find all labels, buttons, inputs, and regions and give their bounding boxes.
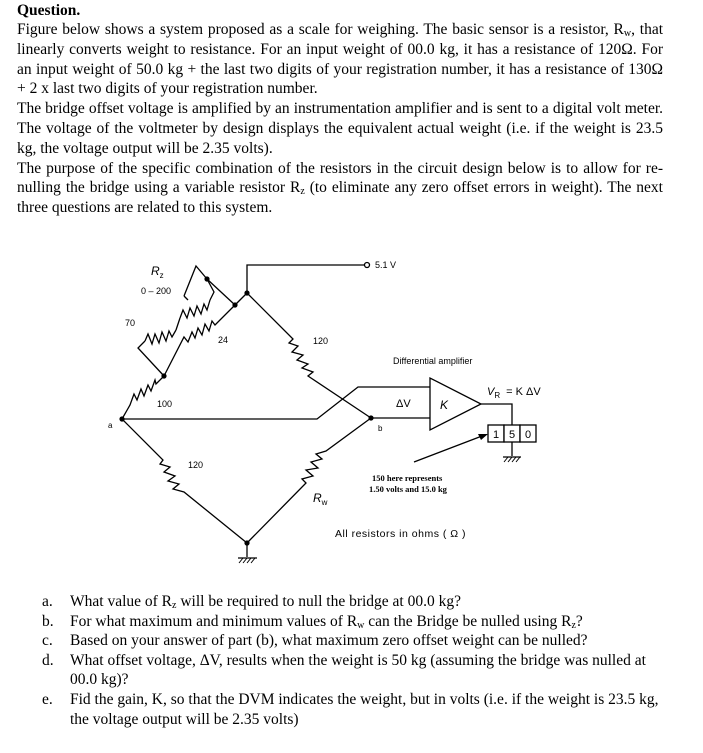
subscript: w — [623, 28, 632, 39]
resistor-120-top — [247, 293, 371, 418]
question-e — [42, 690, 672, 729]
output-wire — [481, 404, 512, 425]
question-text: can the Bridge be nulled using R — [364, 612, 572, 630]
question-c — [42, 631, 672, 651]
question-label: a. — [42, 593, 53, 610]
question-text: Fid the gain, K, so that the DVM indicates the weight, but in volts (i.e. if the weight is 23.5 kg, the voltage output will be 2.35 volts) — [70, 690, 659, 728]
supply-terminal — [365, 263, 370, 268]
wire — [207, 279, 235, 305]
question-text: What value of R — [70, 593, 173, 610]
differential-amplifier — [430, 378, 481, 430]
r24-label: 24 — [218, 335, 229, 345]
rz-label: $R_z$ — [151, 264, 164, 280]
question-text: will be required to null the bridge at 00.0 kg? — [176, 593, 461, 610]
question-d — [42, 651, 672, 690]
question-label: e. — [42, 690, 53, 708]
intro-text: , that linearly converts weight to resistance. For an input weight of 00.0 kg, it has a resistance of 120Ω. For an input weight of 50.0 kg + the last two digits of your registration number, it has a resistance of 130Ω + 2 x last two digits of your registration number. — [17, 21, 664, 98]
junction-dot — [204, 276, 209, 281]
resistor-rw — [247, 418, 371, 543]
display-note-line-2: 1.50 volts and 15.0 kg — [369, 484, 447, 494]
r70-label: 70 — [125, 318, 136, 328]
question-heading: Question. — [17, 2, 81, 19]
units-note: All resistors in ohms ( Ω ) — [335, 528, 467, 540]
question-a — [42, 592, 672, 612]
junction-dot — [244, 540, 249, 545]
subscript: z — [172, 600, 177, 611]
subscript: z — [300, 186, 305, 198]
problem-statement — [17, 20, 663, 218]
node-a-label: a — [108, 421, 113, 430]
rz-wiper-wire — [184, 266, 207, 296]
node-b-label: b — [378, 424, 383, 433]
amp-title: Differential amplifier — [393, 356, 473, 366]
intro-paragraph-1 — [17, 20, 663, 99]
display-digit: 0 — [525, 429, 532, 441]
intro-text: (to eliminate any zero offset errors in weight). The next three questions are related to this system. — [17, 179, 663, 217]
amp-gain-label: K — [440, 398, 449, 412]
subscript: w — [357, 619, 365, 631]
intro-paragraph-3 — [17, 159, 663, 218]
rz-range-label: 0 – 200 — [141, 286, 172, 296]
junction-dot — [232, 302, 237, 307]
r100-label: 100 — [157, 399, 173, 409]
r120-top-label: 120 — [313, 336, 329, 346]
display-digit: 1 — [493, 429, 500, 441]
intro-paragraph-2: The bridge offset voltage is amplified by an instrumentation amplifier and is sent to a digital volt meter. The voltage of the voltmeter by design displays the equivalent actual weight (i.e. if the weight is 23.5 kg, the voltage output will be 2.35 volts). — [17, 100, 663, 157]
note-arrow — [414, 436, 482, 462]
question-text: What offset voltage, ΔV, results when the weight is 50 kg (assuming the bridge was nulled at 00.0 kg)? — [70, 651, 646, 689]
display-note-line-1: 150 here represents — [372, 473, 443, 483]
question-b — [42, 612, 672, 632]
wire — [176, 318, 180, 330]
bridge-circuit-diagram — [0, 230, 703, 580]
delta-v-label: ΔV — [396, 398, 411, 410]
output-equation: $V_R = K$ ΔV — [487, 386, 541, 400]
intro-text: Figure below shows a system proposed as a scale for weighing. The basic sensor is a resistor, R — [17, 21, 624, 38]
question-list — [42, 592, 672, 729]
r120-bottom-label: 120 — [188, 460, 204, 470]
question-text: ? — [575, 612, 583, 630]
subscript: z — [571, 619, 576, 631]
question-text: Based on your answer of part (b), what maximum zero offset weight can be nulled? — [70, 632, 588, 650]
resistor-70 — [145, 330, 176, 344]
node-a-dot — [119, 416, 124, 421]
question-label: d. — [42, 651, 54, 669]
wire — [138, 341, 164, 376]
resistor-100 — [122, 376, 164, 419]
rw-label: $R_w$ — [313, 491, 328, 507]
junction-dot — [244, 290, 249, 295]
supply-label: 5.1 V — [375, 260, 397, 270]
rz-wiper-arrow — [184, 296, 188, 300]
question-label: c. — [42, 632, 53, 650]
resistor-rz — [180, 300, 210, 318]
question-label: b. — [42, 612, 54, 630]
junction-dot — [161, 373, 166, 378]
intro-text: The purpose of the specific combination of the resistors in the circuit design below is to allow for re-nulling the bridge using a variable resistor R — [17, 159, 663, 197]
note-arrow-head — [478, 434, 488, 440]
supply-wire — [247, 265, 364, 293]
resistor-120-bottom — [122, 419, 247, 543]
display-digit: 5 — [509, 429, 516, 441]
node-b-dot — [368, 415, 373, 420]
question-text: For what maximum and minimum values of R — [70, 612, 358, 630]
